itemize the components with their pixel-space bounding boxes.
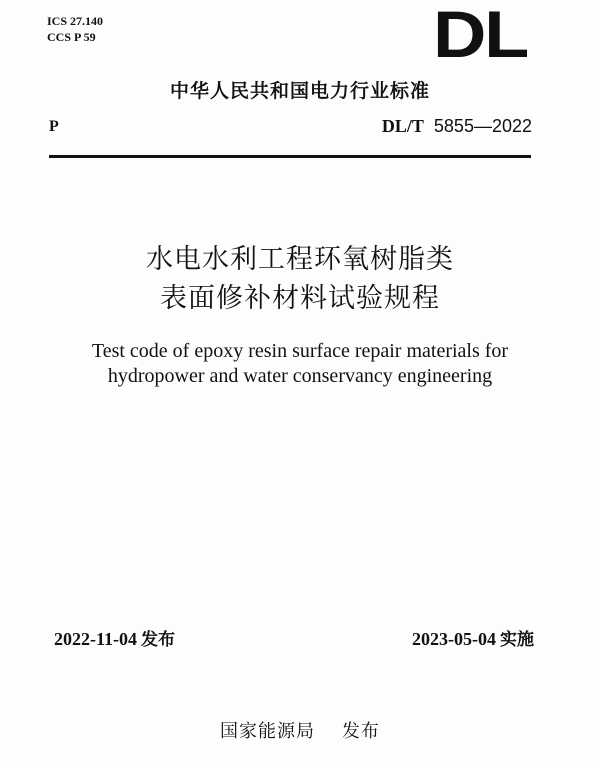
standard-prefix: DL/T — [381, 116, 424, 136]
publisher-line: 国家能源局 发布 — [220, 721, 380, 742]
issue-date-block — [54, 625, 175, 650]
chinese-title-line-2: 表面修补材料试验规程 — [160, 283, 440, 314]
standard-code: 5855—2022 — [433, 116, 532, 136]
industry-standard-heading: 中华人民共和国电力行业标准 — [169, 80, 430, 102]
english-title-line-2: hydropower and water conservancy engineering — [107, 365, 493, 387]
english-title-line-1: Test code of epoxy resin surface repair materials for — [91, 340, 509, 362]
chinese-title-line-1: 水电水利工程环氧树脂类 — [146, 244, 454, 275]
classification-block — [47, 13, 103, 45]
ics-code: ICS 27.140 — [47, 14, 104, 28]
dl-logo: DL — [433, 0, 528, 71]
implementation-date: 2023-05-04 — [412, 629, 496, 649]
horizontal-rule — [49, 155, 531, 158]
standard-number — [382, 116, 532, 137]
implementation-verb: 实施 — [500, 630, 534, 650]
issue-date: 2022-11-04 — [54, 629, 137, 649]
ccs-code: CCS P 59 — [47, 30, 96, 44]
ccs-letter: P — [49, 118, 59, 135]
implementation-date-block — [412, 625, 534, 650]
issue-verb: 发布 — [141, 630, 175, 650]
